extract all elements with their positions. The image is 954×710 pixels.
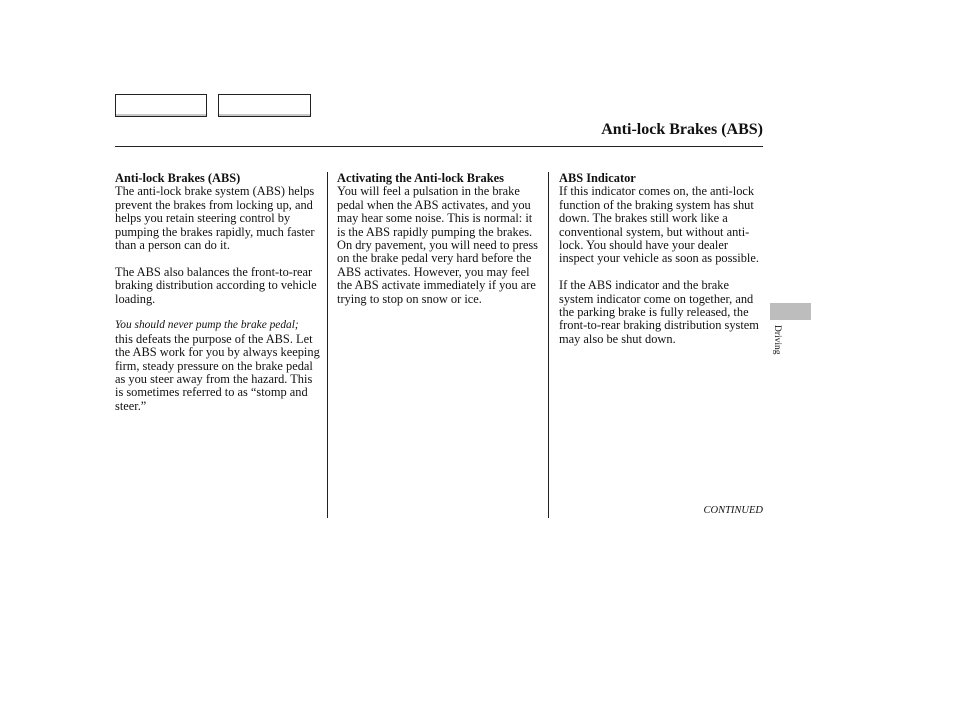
note-body: this defeats the purpose of the ABS. Let the ABS work for you by always keeping firm, steady pressure on the brake pedal as you steer away from the hazard. This is sometimes referred to as “stomp and steer.” (115, 331, 320, 413)
page-title: Anti-lock Brakes (ABS) (601, 121, 763, 138)
title-divider (115, 146, 763, 147)
column-abs-indicator (559, 172, 765, 346)
column-heading: Activating the Anti-lock Brakes (337, 171, 504, 185)
column-heading: ABS Indicator (559, 171, 636, 185)
continued-label: CONTINUED (703, 505, 763, 516)
section-tab[interactable] (770, 303, 811, 320)
column-activating-abs (337, 172, 542, 306)
column-divider (327, 172, 328, 518)
paragraph: If this indicator comes on, the anti-lock function of the braking system has shut down. The brakes still work like a conventional system, but without anti-lock. You should have your dealer inspect your vehicle as soon as possible. (559, 184, 759, 266)
paragraph: The ABS also balances the front-to-rear braking distribution according to vehicle loading. (115, 264, 317, 306)
nav-box-next[interactable] (218, 94, 311, 117)
section-label: Driving (772, 325, 782, 355)
note-italic-lead: You should never pump the brake pedal; (115, 319, 299, 332)
column-divider (548, 172, 549, 518)
paragraph: The anti-lock brake system (ABS) helps prevent the brakes from locking up, and helps you retain steering control by pumping the brakes rapidly, much faster than a person can do it. (115, 184, 315, 253)
nav-box-previous[interactable] (115, 94, 207, 117)
column-heading: Anti-lock Brakes (ABS) (115, 171, 241, 185)
paragraph: If the ABS indicator and the brake system indicator come on together, and the parking brake is fully released, the front-to-rear braking distribution system may also be shut down. (559, 278, 759, 346)
paragraph-note (115, 319, 321, 413)
paragraph: You will feel a pulsation in the brake pedal when the ABS activates, and you may hear some noise. This is normal: it is the ABS rapidly pumping the brakes. On dry pavement, you will need to press on the brake pedal very hard before the ABS activates. However, you may feel the ABS activate immediately if you are trying to stop on snow or ice. (337, 184, 538, 306)
column-abs-overview (115, 172, 321, 413)
